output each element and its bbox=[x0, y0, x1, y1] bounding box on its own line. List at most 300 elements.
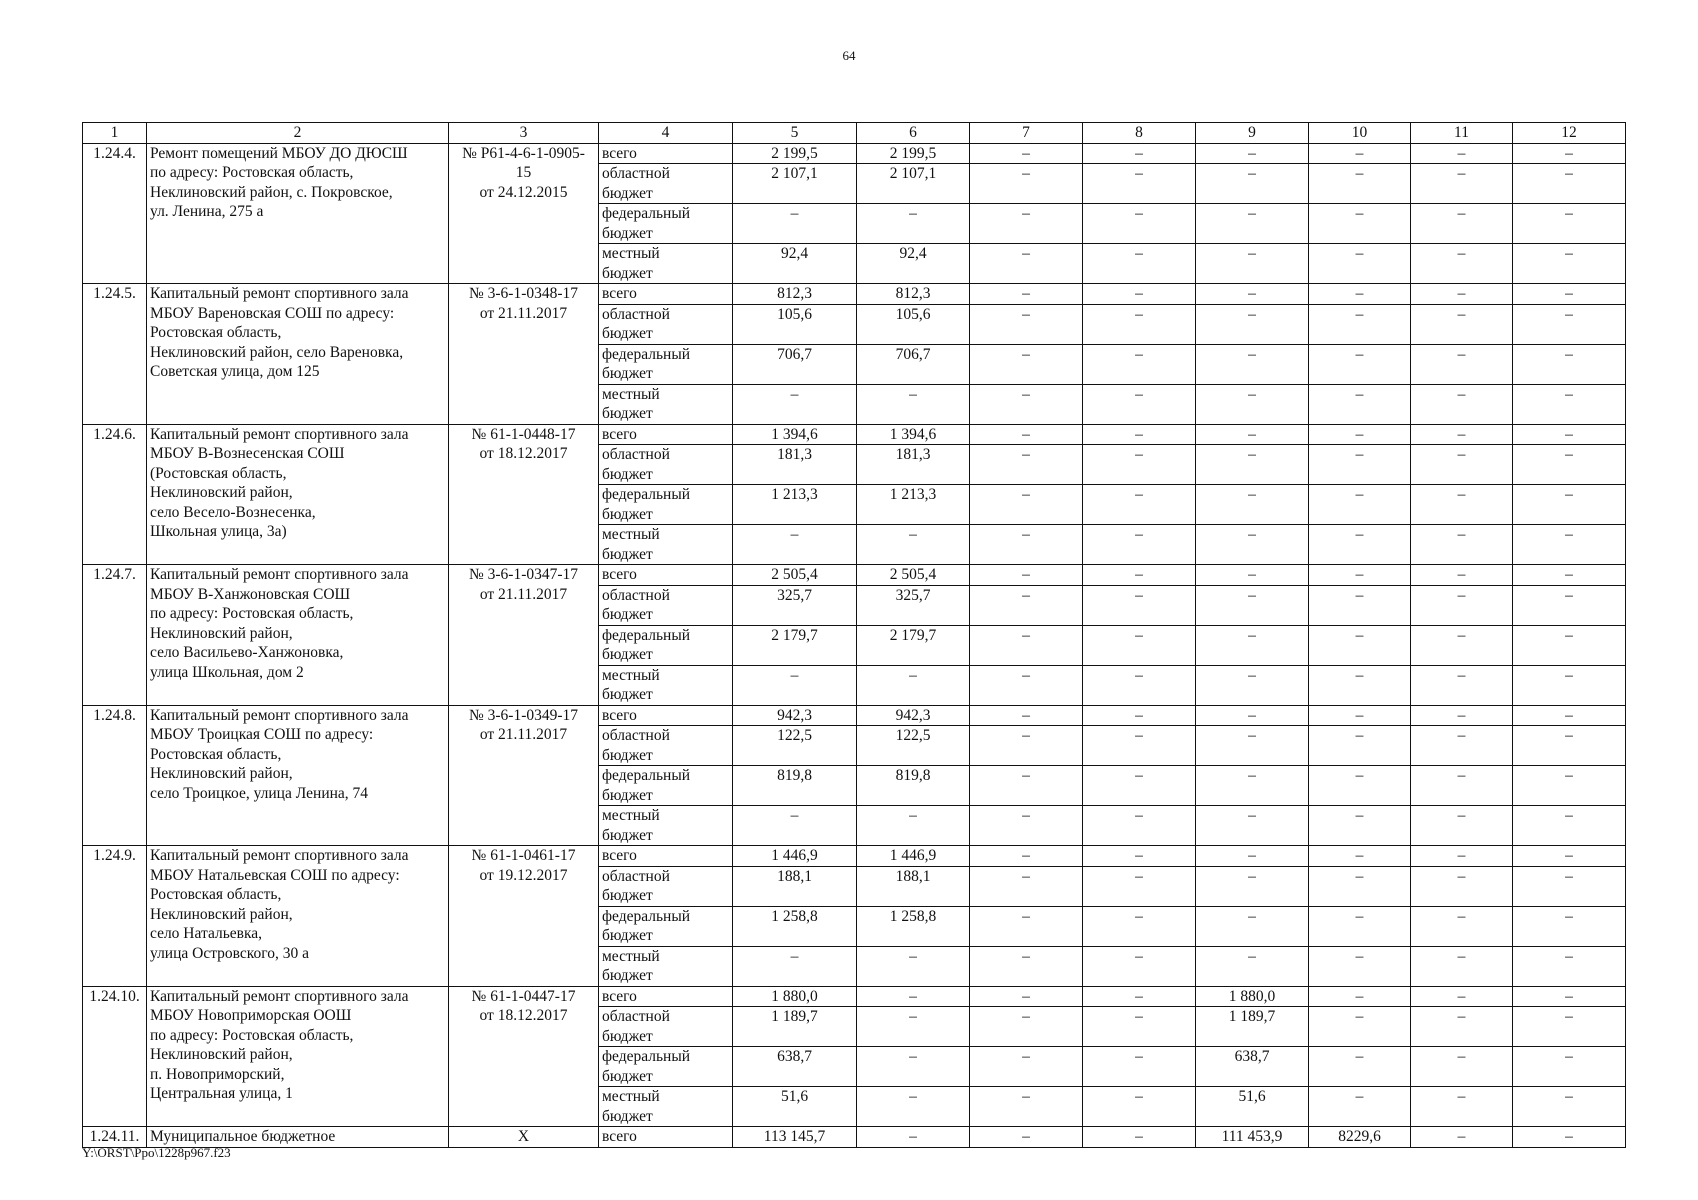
value-cell: – bbox=[1309, 445, 1411, 485]
value-cell: – bbox=[1513, 424, 1626, 445]
value-cell: – bbox=[1309, 565, 1411, 586]
value-cell: – bbox=[1309, 1087, 1411, 1127]
value-cell: – bbox=[1513, 1127, 1626, 1148]
value-cell: 105,6 bbox=[733, 304, 857, 344]
value-cell: – bbox=[1083, 445, 1196, 485]
value-cell: 942,3 bbox=[733, 705, 857, 726]
value-cell: – bbox=[857, 1127, 970, 1148]
value-cell: – bbox=[1411, 143, 1513, 164]
value-cell: – bbox=[1411, 1007, 1513, 1047]
value-cell: – bbox=[970, 304, 1083, 344]
value-cell: – bbox=[1411, 806, 1513, 846]
value-cell: – bbox=[1196, 766, 1309, 806]
value-cell: – bbox=[857, 806, 970, 846]
value-cell: – bbox=[1083, 244, 1196, 284]
value-cell: 942,3 bbox=[857, 705, 970, 726]
value-cell: – bbox=[1513, 705, 1626, 726]
value-cell: – bbox=[970, 766, 1083, 806]
funding-source: всего bbox=[599, 846, 733, 867]
value-cell: – bbox=[1309, 424, 1411, 445]
value-cell: – bbox=[1513, 244, 1626, 284]
value-cell: – bbox=[1083, 565, 1196, 586]
value-cell: – bbox=[1196, 705, 1309, 726]
value-cell: 638,7 bbox=[1196, 1047, 1309, 1087]
value-cell: – bbox=[1196, 244, 1309, 284]
item-description: Муниципальное бюджетное bbox=[147, 1127, 449, 1148]
value-cell: 1 213,3 bbox=[733, 485, 857, 525]
value-cell: – bbox=[1309, 866, 1411, 906]
footer-path: Y:\ORST\Рро\1228р967.f23 bbox=[82, 1145, 231, 1160]
funding-source: всего bbox=[599, 565, 733, 586]
value-cell: 105,6 bbox=[857, 304, 970, 344]
funding-source: федеральный бюджет bbox=[599, 485, 733, 525]
value-cell: – bbox=[1411, 424, 1513, 445]
value-cell: – bbox=[1083, 164, 1196, 204]
funding-source: федеральный бюджет bbox=[599, 344, 733, 384]
funding-source: федеральный бюджет bbox=[599, 204, 733, 244]
value-cell: – bbox=[1196, 384, 1309, 424]
value-cell: – bbox=[1411, 585, 1513, 625]
funding-source: всего bbox=[599, 284, 733, 305]
value-cell: – bbox=[1083, 204, 1196, 244]
value-cell: – bbox=[1411, 204, 1513, 244]
funding-source: местный бюджет bbox=[599, 806, 733, 846]
table-row bbox=[83, 705, 1626, 726]
value-cell: – bbox=[1411, 164, 1513, 204]
funding-source: областной бюджет bbox=[599, 1007, 733, 1047]
funding-source: областной бюджет bbox=[599, 445, 733, 485]
value-cell: – bbox=[1513, 766, 1626, 806]
value-cell: 2 505,4 bbox=[857, 565, 970, 586]
value-cell: – bbox=[1411, 244, 1513, 284]
value-cell: 181,3 bbox=[857, 445, 970, 485]
funding-source: местный бюджет bbox=[599, 525, 733, 565]
value-cell: – bbox=[1309, 304, 1411, 344]
value-cell: 113 145,7 bbox=[733, 1127, 857, 1148]
value-cell: – bbox=[1309, 244, 1411, 284]
value-cell: 638,7 bbox=[733, 1047, 857, 1087]
item-number: 1.24.4. bbox=[83, 143, 147, 284]
value-cell: – bbox=[1309, 284, 1411, 305]
value-cell: – bbox=[1196, 565, 1309, 586]
value-cell: – bbox=[1309, 806, 1411, 846]
item-description: Капитальный ремонт спортивного зала МБОУ В-Вознесенская СОШ (Ростовская область, Неклиновский район, село Весело-Вознесенка, Школьная улица, 3а) bbox=[147, 424, 449, 565]
value-cell: – bbox=[970, 1087, 1083, 1127]
value-cell: – bbox=[1411, 766, 1513, 806]
value-cell: – bbox=[733, 665, 857, 705]
value-cell: – bbox=[1196, 344, 1309, 384]
value-cell: – bbox=[1083, 284, 1196, 305]
value-cell: – bbox=[1411, 284, 1513, 305]
item-description: Капитальный ремонт спортивного зала МБОУ Натальевская СОШ по адресу: Ростовская область, Неклиновский район, село Натальевка, улица Островского, 30 а bbox=[147, 846, 449, 987]
value-cell: – bbox=[857, 1007, 970, 1047]
value-cell: – bbox=[857, 525, 970, 565]
value-cell: 1 446,9 bbox=[857, 846, 970, 867]
value-cell: 1 213,3 bbox=[857, 485, 970, 525]
value-cell: – bbox=[1411, 1047, 1513, 1087]
value-cell: – bbox=[1196, 485, 1309, 525]
value-cell: – bbox=[1083, 485, 1196, 525]
funding-source: местный бюджет bbox=[599, 384, 733, 424]
funding-source: областной бюджет bbox=[599, 726, 733, 766]
value-cell: 111 453,9 bbox=[1196, 1127, 1309, 1148]
value-cell: 812,3 bbox=[733, 284, 857, 305]
value-cell: – bbox=[1083, 665, 1196, 705]
value-cell: – bbox=[1083, 726, 1196, 766]
value-cell: – bbox=[1513, 946, 1626, 986]
value-cell: 188,1 bbox=[733, 866, 857, 906]
value-cell: – bbox=[857, 946, 970, 986]
value-cell: – bbox=[1083, 705, 1196, 726]
value-cell: – bbox=[1309, 625, 1411, 665]
value-cell: – bbox=[1083, 806, 1196, 846]
value-cell: – bbox=[1411, 986, 1513, 1007]
value-cell: – bbox=[733, 806, 857, 846]
item-description: Ремонт помещений МБОУ ДО ДЮСШ по адресу: Ростовская область, Неклиновский район, с. Покровское, ул. Ленина, 275 а bbox=[147, 143, 449, 284]
value-cell: 706,7 bbox=[857, 344, 970, 384]
value-cell: 8229,6 bbox=[1309, 1127, 1411, 1148]
value-cell: – bbox=[970, 344, 1083, 384]
value-cell: – bbox=[970, 204, 1083, 244]
document-reference: № 61-1-0447-17 от 18.12.2017 bbox=[449, 986, 599, 1127]
value-cell: – bbox=[970, 726, 1083, 766]
value-cell: – bbox=[1196, 946, 1309, 986]
header-cell: 11 bbox=[1411, 123, 1513, 144]
value-cell: – bbox=[970, 244, 1083, 284]
funding-source: федеральный бюджет bbox=[599, 625, 733, 665]
value-cell: – bbox=[1411, 565, 1513, 586]
value-cell: 1 189,7 bbox=[733, 1007, 857, 1047]
value-cell: – bbox=[1196, 726, 1309, 766]
value-cell: – bbox=[857, 1047, 970, 1087]
funding-source: областной бюджет bbox=[599, 164, 733, 204]
value-cell: – bbox=[970, 806, 1083, 846]
header-cell: 1 bbox=[83, 123, 147, 144]
header-cell: 6 bbox=[857, 123, 970, 144]
value-cell: – bbox=[1411, 705, 1513, 726]
value-cell: – bbox=[1196, 585, 1309, 625]
funding-source: областной бюджет bbox=[599, 304, 733, 344]
value-cell: – bbox=[1083, 304, 1196, 344]
value-cell: – bbox=[970, 284, 1083, 305]
value-cell: – bbox=[1513, 384, 1626, 424]
table-row bbox=[83, 986, 1626, 1007]
header-cell: 5 bbox=[733, 123, 857, 144]
value-cell: 181,3 bbox=[733, 445, 857, 485]
value-cell: – bbox=[970, 1007, 1083, 1047]
value-cell: – bbox=[970, 866, 1083, 906]
value-cell: – bbox=[1083, 1047, 1196, 1087]
value-cell: 1 258,8 bbox=[857, 906, 970, 946]
value-cell: – bbox=[1513, 445, 1626, 485]
value-cell: – bbox=[1196, 806, 1309, 846]
value-cell: 2 199,5 bbox=[733, 143, 857, 164]
value-cell: – bbox=[970, 1047, 1083, 1087]
value-cell: – bbox=[857, 384, 970, 424]
value-cell: – bbox=[1196, 304, 1309, 344]
value-cell: – bbox=[1513, 164, 1626, 204]
value-cell: – bbox=[1411, 485, 1513, 525]
table-row bbox=[83, 424, 1626, 445]
item-number: 1.24.8. bbox=[83, 705, 147, 846]
value-cell: – bbox=[1083, 906, 1196, 946]
value-cell: – bbox=[1513, 565, 1626, 586]
value-cell: – bbox=[1513, 585, 1626, 625]
value-cell: – bbox=[1083, 585, 1196, 625]
item-description: Капитальный ремонт спортивного зала МБОУ Новоприморская ООШ по адресу: Ростовская область, Неклиновский район, п. Новоприморский, Центральная улица, 1 bbox=[147, 986, 449, 1127]
value-cell: – bbox=[1513, 665, 1626, 705]
value-cell: – bbox=[1083, 986, 1196, 1007]
value-cell: – bbox=[970, 585, 1083, 625]
funding-source: областной бюджет bbox=[599, 585, 733, 625]
value-cell: – bbox=[970, 565, 1083, 586]
value-cell: – bbox=[1411, 445, 1513, 485]
value-cell: – bbox=[1309, 705, 1411, 726]
value-cell: – bbox=[1513, 1087, 1626, 1127]
item-number: 1.24.6. bbox=[83, 424, 147, 565]
value-cell: – bbox=[1196, 164, 1309, 204]
value-cell: – bbox=[970, 424, 1083, 445]
item-number: 1.24.11. bbox=[83, 1127, 147, 1148]
value-cell: – bbox=[1309, 344, 1411, 384]
value-cell: – bbox=[1309, 143, 1411, 164]
value-cell: – bbox=[1513, 906, 1626, 946]
value-cell: – bbox=[970, 906, 1083, 946]
value-cell: – bbox=[1411, 1127, 1513, 1148]
value-cell: – bbox=[1411, 304, 1513, 344]
value-cell: – bbox=[857, 204, 970, 244]
funding-source: местный бюджет bbox=[599, 665, 733, 705]
header-cell: 3 bbox=[449, 123, 599, 144]
value-cell: – bbox=[1083, 846, 1196, 867]
value-cell: – bbox=[1309, 846, 1411, 867]
value-cell: – bbox=[1513, 866, 1626, 906]
value-cell: – bbox=[1513, 986, 1626, 1007]
value-cell: – bbox=[970, 946, 1083, 986]
value-cell: – bbox=[970, 705, 1083, 726]
value-cell: – bbox=[1513, 525, 1626, 565]
funding-source: областной бюджет bbox=[599, 866, 733, 906]
budget-table bbox=[82, 122, 1626, 1148]
value-cell: 1 189,7 bbox=[1196, 1007, 1309, 1047]
funding-source: всего bbox=[599, 143, 733, 164]
value-cell: – bbox=[1083, 424, 1196, 445]
value-cell: – bbox=[1513, 1047, 1626, 1087]
header-cell: 4 bbox=[599, 123, 733, 144]
value-cell: – bbox=[1196, 143, 1309, 164]
header-cell: 2 bbox=[147, 123, 449, 144]
value-cell: – bbox=[1309, 384, 1411, 424]
funding-source: местный бюджет bbox=[599, 1087, 733, 1127]
value-cell: – bbox=[733, 204, 857, 244]
value-cell: – bbox=[970, 485, 1083, 525]
value-cell: – bbox=[1309, 766, 1411, 806]
page-number: 64 bbox=[842, 48, 856, 63]
value-cell: 819,8 bbox=[857, 766, 970, 806]
header-row bbox=[83, 123, 1626, 144]
header-cell: 9 bbox=[1196, 123, 1309, 144]
document-reference: № 61-1-0461-17 от 19.12.2017 bbox=[449, 846, 599, 987]
funding-source: федеральный бюджет bbox=[599, 1047, 733, 1087]
table-row bbox=[83, 284, 1626, 305]
value-cell: – bbox=[1309, 986, 1411, 1007]
value-cell: – bbox=[970, 1127, 1083, 1148]
funding-source: всего bbox=[599, 705, 733, 726]
value-cell: – bbox=[1309, 164, 1411, 204]
value-cell: – bbox=[1309, 946, 1411, 986]
table-row bbox=[83, 565, 1626, 586]
value-cell: – bbox=[1196, 284, 1309, 305]
value-cell: – bbox=[1411, 726, 1513, 766]
value-cell: 92,4 bbox=[857, 244, 970, 284]
value-cell: – bbox=[970, 445, 1083, 485]
funding-source: местный бюджет bbox=[599, 946, 733, 986]
value-cell: – bbox=[1513, 806, 1626, 846]
document-reference: № 61-1-0448-17 от 18.12.2017 bbox=[449, 424, 599, 565]
value-cell: – bbox=[1411, 525, 1513, 565]
item-number: 1.24.5. bbox=[83, 284, 147, 425]
value-cell: – bbox=[1513, 625, 1626, 665]
value-cell: – bbox=[1309, 665, 1411, 705]
value-cell: – bbox=[1309, 1007, 1411, 1047]
value-cell: – bbox=[1513, 143, 1626, 164]
item-description: Капитальный ремонт спортивного зала МБОУ Вареновская СОШ по адресу: Ростовская область, Неклиновский район, село Вареновка, Советская улица, дом 125 bbox=[147, 284, 449, 425]
document-reference: № 3-6-1-0347-17 от 21.11.2017 bbox=[449, 565, 599, 706]
value-cell: – bbox=[1083, 866, 1196, 906]
value-cell: 51,6 bbox=[1196, 1087, 1309, 1127]
value-cell: – bbox=[1083, 766, 1196, 806]
value-cell: – bbox=[970, 164, 1083, 204]
value-cell: 325,7 bbox=[857, 585, 970, 625]
value-cell: – bbox=[1411, 384, 1513, 424]
header-cell: 8 bbox=[1083, 123, 1196, 144]
value-cell: – bbox=[1411, 866, 1513, 906]
document-reference: № 3-6-1-0348-17 от 21.11.2017 bbox=[449, 284, 599, 425]
value-cell: – bbox=[1513, 204, 1626, 244]
value-cell: – bbox=[1083, 1007, 1196, 1047]
value-cell: – bbox=[1196, 625, 1309, 665]
value-cell: 819,8 bbox=[733, 766, 857, 806]
value-cell: – bbox=[1083, 946, 1196, 986]
value-cell: 2 199,5 bbox=[857, 143, 970, 164]
value-cell: 706,7 bbox=[733, 344, 857, 384]
value-cell: – bbox=[1513, 726, 1626, 766]
document-reference: Х bbox=[449, 1127, 599, 1148]
value-cell: – bbox=[970, 846, 1083, 867]
value-cell: – bbox=[1411, 906, 1513, 946]
value-cell: – bbox=[970, 625, 1083, 665]
value-cell: – bbox=[1196, 445, 1309, 485]
table-row bbox=[83, 846, 1626, 867]
value-cell: – bbox=[1196, 424, 1309, 445]
value-cell: – bbox=[1411, 846, 1513, 867]
item-description: Капитальный ремонт спортивного зала МБОУ Троицкая СОШ по адресу: Ростовская область, Неклиновский район, село Троицкое, улица Ленина, 74 bbox=[147, 705, 449, 846]
header-cell: 7 bbox=[970, 123, 1083, 144]
value-cell: – bbox=[733, 384, 857, 424]
value-cell: 122,5 bbox=[733, 726, 857, 766]
value-cell: – bbox=[1083, 143, 1196, 164]
value-cell: – bbox=[857, 665, 970, 705]
value-cell: 1 258,8 bbox=[733, 906, 857, 946]
value-cell: – bbox=[1411, 946, 1513, 986]
value-cell: – bbox=[1309, 485, 1411, 525]
value-cell: – bbox=[1083, 625, 1196, 665]
value-cell: 2 179,7 bbox=[733, 625, 857, 665]
value-cell: – bbox=[1309, 1047, 1411, 1087]
value-cell: 2 505,4 bbox=[733, 565, 857, 586]
item-number: 1.24.10. bbox=[83, 986, 147, 1127]
value-cell: – bbox=[1196, 204, 1309, 244]
value-cell: – bbox=[1513, 304, 1626, 344]
table-row bbox=[83, 143, 1626, 164]
value-cell: 1 394,6 bbox=[733, 424, 857, 445]
value-cell: – bbox=[970, 525, 1083, 565]
value-cell: 122,5 bbox=[857, 726, 970, 766]
funding-source: местный бюджет bbox=[599, 244, 733, 284]
value-cell: 2 179,7 bbox=[857, 625, 970, 665]
value-cell: – bbox=[1196, 906, 1309, 946]
funding-source: федеральный бюджет bbox=[599, 766, 733, 806]
header-cell: 12 bbox=[1513, 123, 1626, 144]
value-cell: – bbox=[733, 525, 857, 565]
value-cell: – bbox=[1083, 384, 1196, 424]
document-reference: № 3-6-1-0349-17 от 21.11.2017 bbox=[449, 705, 599, 846]
value-cell: – bbox=[1513, 1007, 1626, 1047]
value-cell: – bbox=[1309, 726, 1411, 766]
table-row bbox=[83, 1127, 1626, 1148]
value-cell: – bbox=[1309, 906, 1411, 946]
value-cell: 1 446,9 bbox=[733, 846, 857, 867]
item-description: Капитальный ремонт спортивного зала МБОУ В-Ханжоновская СОШ по адресу: Ростовская область, Неклиновский район, село Васильево-Ханжоновка, улица Школьная, дом 2 bbox=[147, 565, 449, 706]
value-cell: – bbox=[970, 986, 1083, 1007]
value-cell: – bbox=[1309, 204, 1411, 244]
value-cell: – bbox=[1411, 665, 1513, 705]
item-number: 1.24.7. bbox=[83, 565, 147, 706]
value-cell: – bbox=[1083, 344, 1196, 384]
value-cell: 188,1 bbox=[857, 866, 970, 906]
value-cell: – bbox=[970, 143, 1083, 164]
value-cell: – bbox=[970, 665, 1083, 705]
value-cell: – bbox=[1083, 1087, 1196, 1127]
value-cell: – bbox=[1196, 866, 1309, 906]
value-cell: 1 880,0 bbox=[733, 986, 857, 1007]
value-cell: 812,3 bbox=[857, 284, 970, 305]
value-cell: – bbox=[970, 384, 1083, 424]
value-cell: 1 880,0 bbox=[1196, 986, 1309, 1007]
funding-source: всего bbox=[599, 424, 733, 445]
value-cell: – bbox=[1513, 485, 1626, 525]
value-cell: 51,6 bbox=[733, 1087, 857, 1127]
value-cell: – bbox=[1309, 585, 1411, 625]
value-cell: 2 107,1 bbox=[857, 164, 970, 204]
value-cell: – bbox=[857, 986, 970, 1007]
value-cell: – bbox=[1411, 344, 1513, 384]
value-cell: – bbox=[1083, 525, 1196, 565]
value-cell: – bbox=[733, 946, 857, 986]
funding-source: всего bbox=[599, 986, 733, 1007]
value-cell: 92,4 bbox=[733, 244, 857, 284]
value-cell: – bbox=[1196, 846, 1309, 867]
item-number: 1.24.9. bbox=[83, 846, 147, 987]
document-reference: № Р61-4-6-1-0905- 15 от 24.12.2015 bbox=[449, 143, 599, 284]
value-cell: – bbox=[1411, 1087, 1513, 1127]
funding-source: федеральный бюджет bbox=[599, 906, 733, 946]
value-cell: – bbox=[1513, 284, 1626, 305]
value-cell: – bbox=[1411, 625, 1513, 665]
value-cell: – bbox=[1083, 1127, 1196, 1148]
value-cell: – bbox=[1196, 665, 1309, 705]
value-cell: 325,7 bbox=[733, 585, 857, 625]
